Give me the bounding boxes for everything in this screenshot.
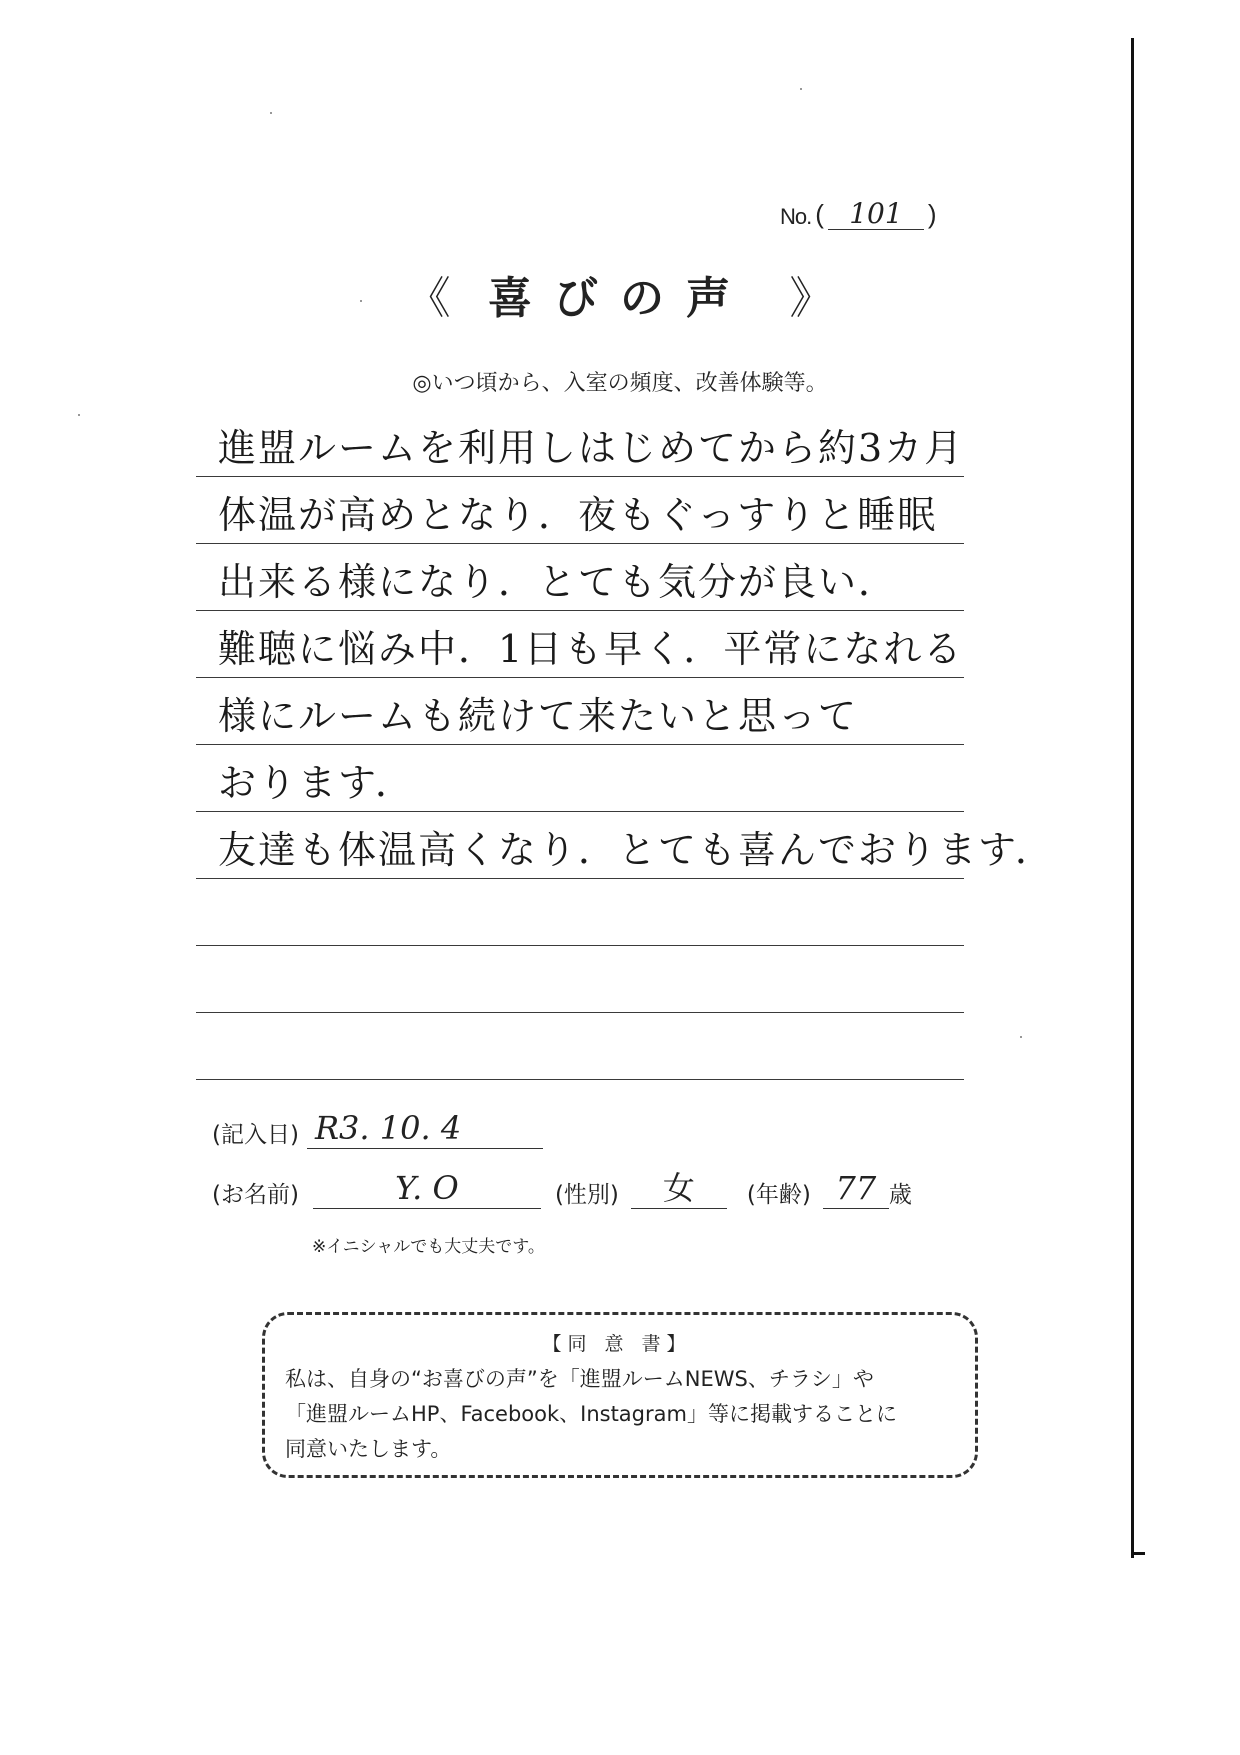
consent-title: 【同 意 書】 (542, 1333, 692, 1355)
title-text: 喜びの声 (488, 273, 752, 324)
initials-note: ※イニシャルでも大丈夫です。 (312, 1237, 545, 1257)
scan-speck (78, 414, 80, 416)
consent-line: 「進盟ルームHP、Facebook、Instagram」等に掲載することに (285, 1402, 897, 1426)
ruled-line (196, 678, 964, 745)
handwritten-text: おります． (218, 761, 415, 805)
ruled-line (196, 1013, 964, 1080)
title-right-bracket: 》 (789, 273, 834, 324)
consent-box (262, 1312, 978, 1478)
consent-body (285, 1362, 949, 1467)
ruled-line (196, 745, 964, 812)
handwritten-text: 友達も体温高くなり．とても喜んでおります． (218, 828, 1055, 872)
page-subtitle: ◎いつ頃から、入室の頻度、改善体験等。 (412, 371, 828, 396)
form-number-label: No. (780, 204, 812, 229)
age-unit: 歳 (888, 1182, 912, 1208)
scan-speck (1020, 1036, 1022, 1038)
consent-line: 同意いたします。 (285, 1437, 452, 1461)
ruled-line (196, 477, 964, 544)
scan-speck (270, 112, 272, 114)
ruled-line (196, 611, 964, 678)
page-title (0, 262, 1240, 326)
ruled-line (196, 410, 964, 477)
close-paren: ) (927, 199, 937, 229)
gender-value: 女 (631, 1170, 727, 1209)
title-left-bracket: 《 (406, 273, 451, 324)
form-number (780, 190, 941, 230)
handwritten-text: 出来る様になり．とても気分が良い． (218, 560, 899, 604)
ruled-line (196, 812, 1055, 879)
ruled-line (196, 544, 964, 611)
age-label: (年齢) (746, 1182, 811, 1208)
open-paren: ( (815, 199, 824, 229)
handwritten-lines (196, 410, 1055, 1080)
form-number-value: 101 (828, 199, 924, 230)
date-value: R3. 10. 4 (307, 1110, 543, 1149)
date-label: (記入日) (212, 1122, 299, 1148)
scan-speck (800, 88, 802, 90)
date-field-row (212, 1110, 543, 1149)
name-field-row (212, 1170, 912, 1209)
consent-line: 私は、自身の“お喜びの声”を「進盟ルームNEWS、チラシ」や (285, 1367, 874, 1391)
name-value: Y. O (313, 1170, 541, 1209)
handwritten-text: 難聴に悩み中．1日も早く．平常になれる (218, 627, 964, 671)
name-label: (お名前) (212, 1182, 299, 1208)
ruled-line (196, 946, 964, 1013)
ruled-line (196, 879, 964, 946)
age-value: 77 (823, 1170, 889, 1209)
binding-edge-foot (1131, 1552, 1145, 1555)
handwritten-text: 進盟ルームを利用しはじめてから約3カ月 (218, 426, 965, 470)
handwritten-text: 体温が高めとなり．夜もぐっすりと睡眠 (218, 493, 938, 537)
handwritten-text: 様にルームも続けて来たいと思って (218, 694, 859, 738)
gender-label: (性別) (554, 1182, 619, 1208)
